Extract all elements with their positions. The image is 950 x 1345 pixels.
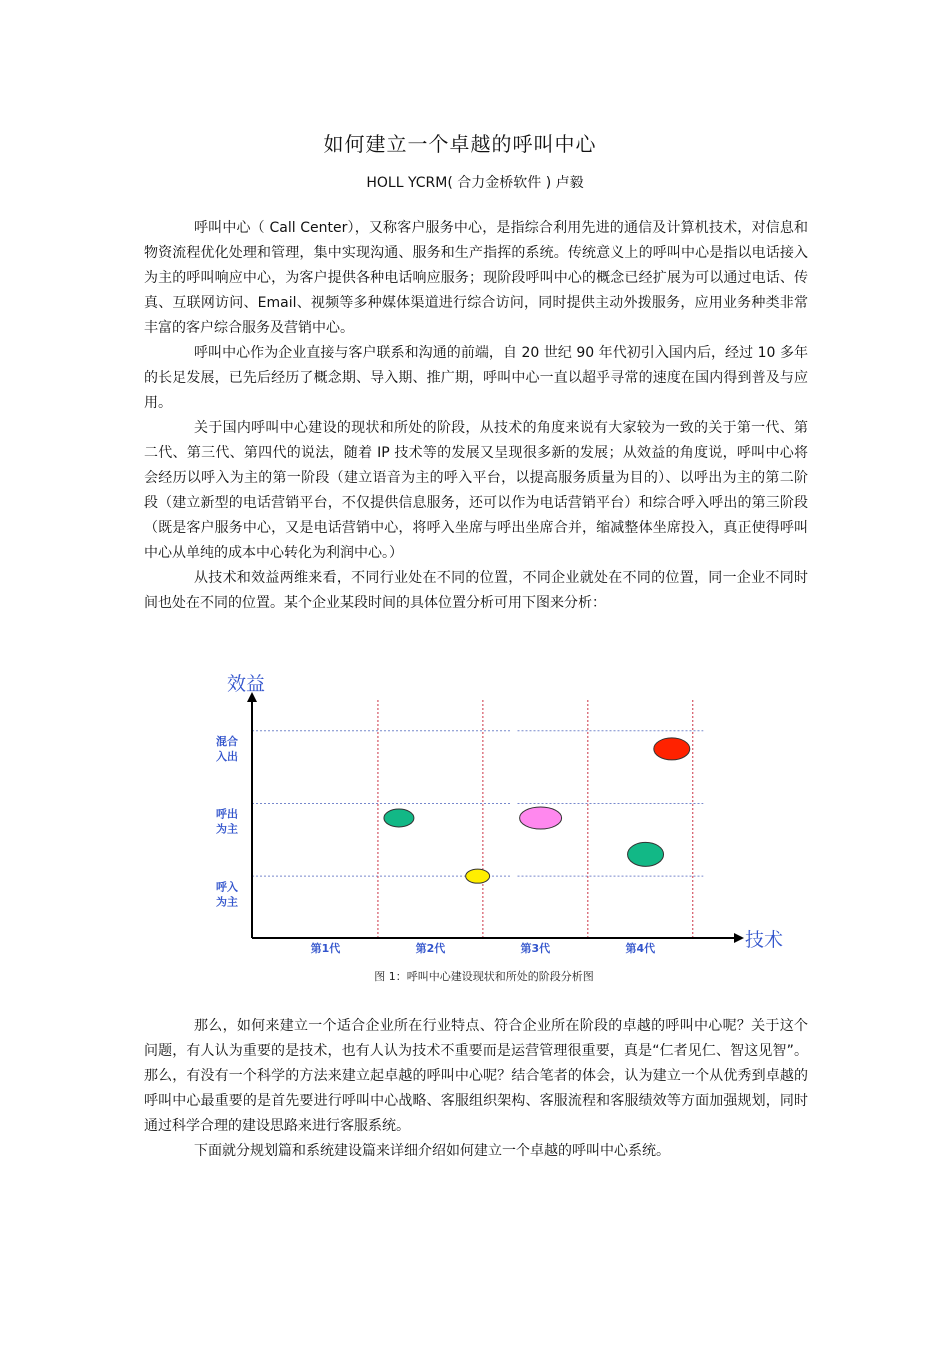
paragraph: 关于国内呼叫中心建设的现状和所处的阶段，从技术的角度来说有大家较为一致的关于第一代、第二代、第三代、第四代的说法，随着 IP 技术等的发展又呈现很多新的发展；从效益的角度说，呼叫中心将会经历以呼入为主的第一阶段（建立语音为主的呼入平台，以提高服务质量为目的）、以呼出为主的第二阶段（建立新型的电话营销平台，不仅提供信息服务，还可以作为电话营销平台）和综合呼入呼出的第三阶段（既是客户服务中心，又是电话营销中心，将呼入坐席与呼出坐席合并，缩减整体坐席投入，真正使得呼叫中心从单纯的成本中心转化为利润中心。） <box>144 420 808 561</box>
x-axis-title: 技术 <box>745 929 784 951</box>
paragraph: 下面就分规划篇和系统建设篇来详细介绍如何建立一个卓越的呼叫中心系统。 <box>194 1143 670 1159</box>
chart-svg <box>200 668 800 968</box>
data-point <box>466 869 490 883</box>
figure-chart <box>200 668 800 968</box>
figure-caption: 图 1：呼叫中心建设现状和所处的阶段分析图 <box>374 970 594 983</box>
y-axis-title: 效益 <box>227 673 266 695</box>
document-author: HOLL YCRM( 合力金桥软件 ) 卢毅 <box>366 175 584 191</box>
y-tick-label: 混合入出 <box>216 734 238 763</box>
x-tick-label: 第4代 <box>625 942 656 955</box>
paragraph: 那么，如何来建立一个适合企业所在行业特点、符合企业所在阶段的卓越的呼叫中心呢？关于这个问题，有人认为重要的是技术，也有人认为技术不重要而是运营管理很重要，真是“仁者见仁、智这见智”。那么，有没有一个科学的方法来建立起卓越的呼叫中心呢？结合笔者的体会，认为建立一个从优秀到卓越的呼叫中心最重要的是首先要进行呼叫中心战略、客服组织架构、客服流程和客服绩效等方面加强规划，同时通过科学合理的建设思路来进行客服系统。 <box>144 1018 808 1134</box>
x-tick-label: 第3代 <box>520 942 551 955</box>
data-point <box>520 807 562 829</box>
x-tick-label: 第2代 <box>415 942 446 955</box>
x-tick-label: 第1代 <box>310 942 341 955</box>
paragraph: 呼叫中心（ Call Center），又称客户服务中心，是指综合利用先进的通信及计算机技术，对信息和物资流程优化处理和管理，集中实现沟通、服务和生产指挥的系统。传统意义上的呼叫中心是指以电话接入为主的呼叫响应中心，为客户提供各种电话响应服务；现阶段呼叫中心的概念已经扩展为可以通过电话、传真、互联网访问、Email、视频等多种媒体渠道进行综合访问，同时提供主动外拨服务，应用业务种类非常丰富的客户综合服务及营销中心。 <box>144 220 808 336</box>
data-point <box>628 842 664 866</box>
y-tick-label: 呼出为主 <box>216 807 238 836</box>
body-section-2 <box>144 1014 808 1164</box>
paragraph: 从技术和效益两维来看，不同行业处在不同的位置，不同企业就处在不同的位置，同一企业不同时间也处在不同的位置。某个企业某段时间的具体位置分析可用下图来分析： <box>144 570 808 611</box>
body-section-1 <box>144 216 808 616</box>
paragraph: 呼叫中心作为企业直接与客户联系和沟通的前端，自 20 世纪 90 年代初引入国内后，经过 10 多年的长足发展，已先后经历了概念期、导入期、推广期，呼叫中心一直以超乎寻常的速度在国内得到普及与应用。 <box>144 345 808 411</box>
data-point <box>654 738 690 760</box>
y-tick-label: 呼入为主 <box>216 880 238 909</box>
document-title: 如何建立一个卓越的呼叫中心 <box>323 132 597 156</box>
data-point <box>384 809 414 827</box>
